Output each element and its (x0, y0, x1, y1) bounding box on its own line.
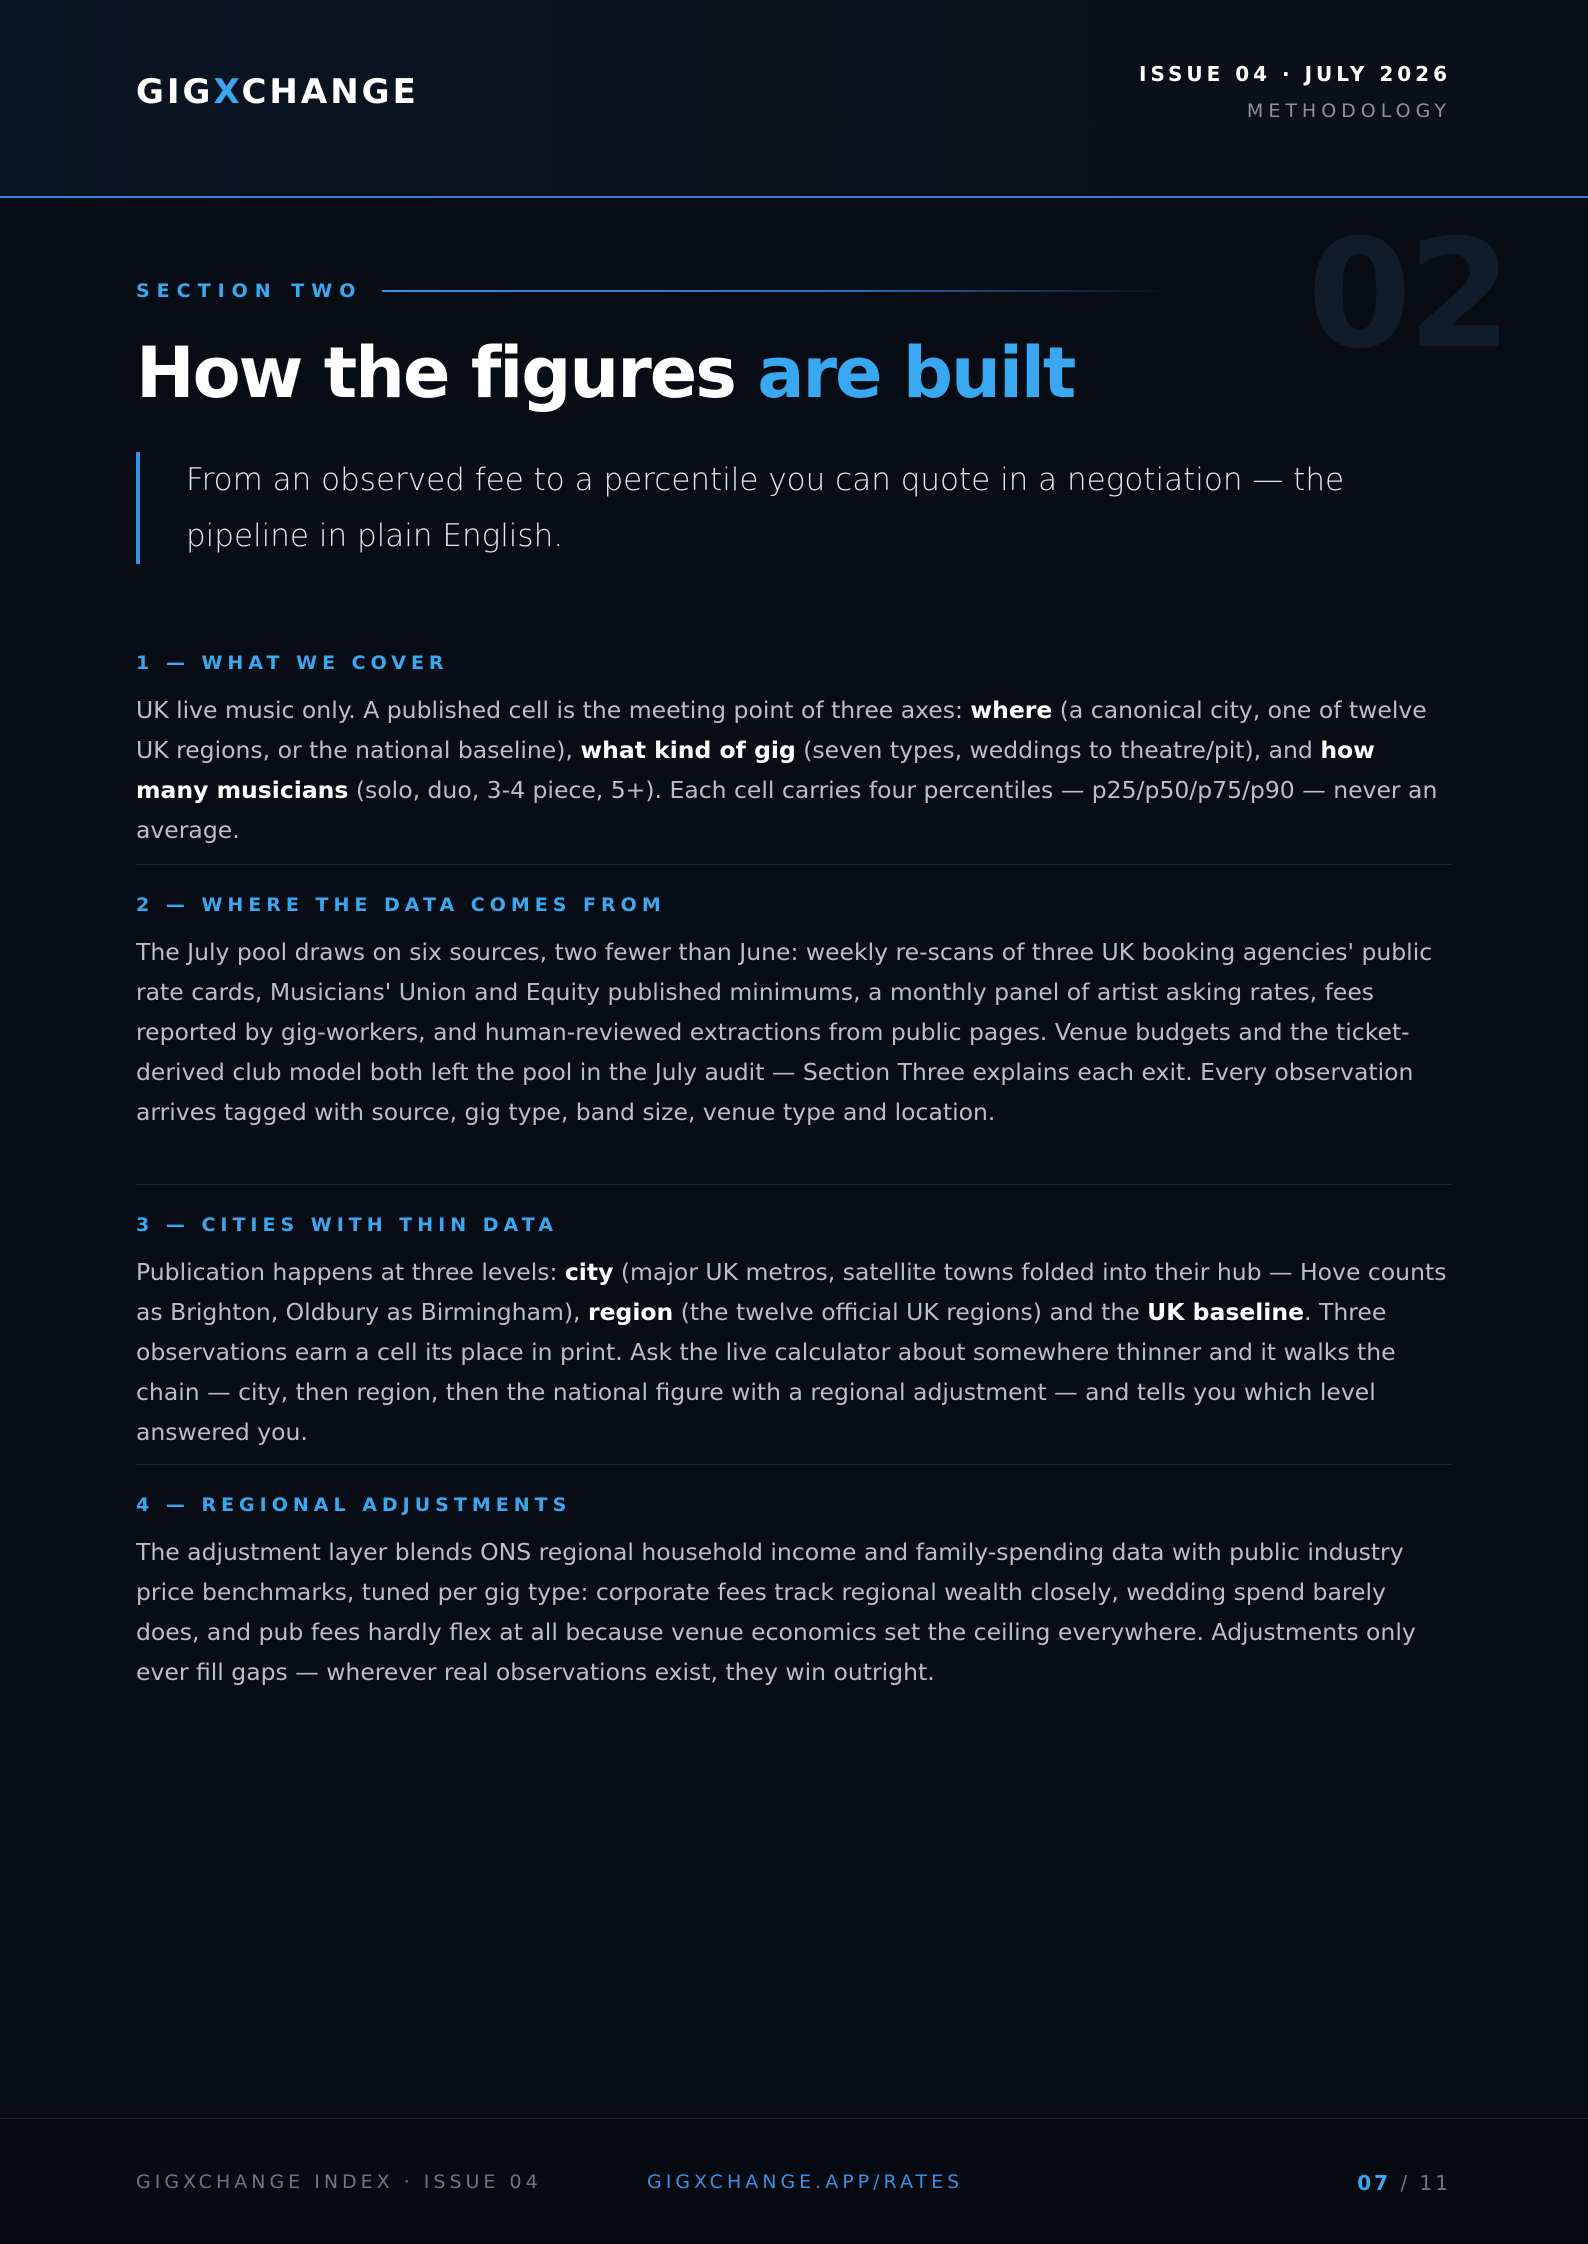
block-body: UK live music only. A published cell is the meeting point of three axes: where (a canonical city, one of twelve UK regions, or the national baseline), what kind of gig (seven types, weddings to theatre/pit), and how many musicians (solo, duo, 3-4 piece, 5+). Each cell carries four percentiles — p25/p50/p75/p90 — never an average. (136, 696, 1438, 844)
block-heading: 4 — REGIONAL ADJUSTMENTS (136, 1494, 572, 1516)
block-data-sources (136, 894, 1452, 1132)
emphasis-musicians: how many musicians (136, 736, 1375, 804)
block-body: The adjustment layer blends ONS regional household income and family-spending data with public industry price benchmarks, tuned per gig type: corporate fees track regional wealth closely, wedding spend barely does, and pub fees hardly flex at all because venue economics set the ceiling everywhere. Adjustments only ever fill gaps — wherever real observations exist, they win outright. (136, 1538, 1416, 1686)
footer-url-link[interactable]: GIGXCHANGE.APP/RATES (647, 2171, 964, 2193)
page-title (136, 332, 1074, 414)
page-footer (0, 2118, 1588, 2244)
page-header (0, 0, 1588, 198)
logo-text-a: GIG (136, 72, 214, 112)
block-heading: 1 — WHAT WE COVER (136, 652, 449, 674)
block-what-we-cover (136, 652, 1452, 850)
brand-logo (136, 72, 419, 112)
block-thin-data (136, 1214, 1452, 1452)
block-body: The July pool draws on six sources, two fewer than June: weekly re-scans of three UK booking agencies' public rate cards, Musicians' Union and Equity published minimums, a monthly panel of artist asking rates, fees reported by gig-workers, and human-reviewed extractions from public pages. Venue budgets and the ticket-derived club model both left the pool in the July audit — Section Three explains each exit. Every observation arrives tagged with source, gig type, band size, venue type and location. (136, 938, 1433, 1126)
block-regional-adjustments (136, 1494, 1452, 1692)
emphasis-gig-kind: what kind of gig (580, 736, 796, 764)
block-body: Publication happens at three levels: city (major UK metros, satellite towns folded into their hub — Hove counts as Brighton, Oldbury as Birmingham), region (the twelve official UK regions) and the UK baseline. Three observations earn a cell its place in print. Ask the live calculator about somewhere thinner and it walks the chain — city, then region, then the national figure with a regional adjustment — and tells you which level answered you. (136, 1258, 1447, 1446)
section-label: SECTION TWO (136, 280, 363, 302)
title-accent: are built (757, 332, 1075, 414)
total-pages: 11 (1419, 2171, 1451, 2195)
current-page: 07 (1357, 2171, 1392, 2195)
emphasis-uk-baseline: UK baseline (1147, 1298, 1305, 1326)
issue-label: ISSUE 04 · JULY 2026 (1139, 62, 1451, 86)
logo-text-b: CHANGE (241, 72, 419, 112)
divider (136, 1184, 1452, 1185)
block-heading: 3 — CITIES WITH THIN DATA (136, 1214, 558, 1236)
divider (136, 1464, 1452, 1465)
emphasis-region: region (588, 1298, 674, 1326)
divider (136, 864, 1452, 865)
page-counter: 07 / 11 (1357, 2171, 1451, 2195)
title-main: How the figures (136, 332, 735, 414)
section-rule (382, 290, 1172, 292)
footer-publication: GIGXCHANGE INDEX · ISSUE 04 (136, 2171, 542, 2193)
header-subtitle: METHODOLOGY (1246, 100, 1451, 122)
section-number: 02 (1307, 208, 1508, 382)
section-eyebrow (136, 280, 1172, 302)
block-heading: 2 — WHERE THE DATA COMES FROM (136, 894, 666, 916)
lede-quote: From an observed fee to a percentile you can quote in a negotiation — the pipeline in plain English. (136, 452, 1452, 564)
emphasis-where: where (970, 696, 1053, 724)
logo-text-x: X (213, 72, 242, 112)
emphasis-city: city (564, 1258, 614, 1286)
